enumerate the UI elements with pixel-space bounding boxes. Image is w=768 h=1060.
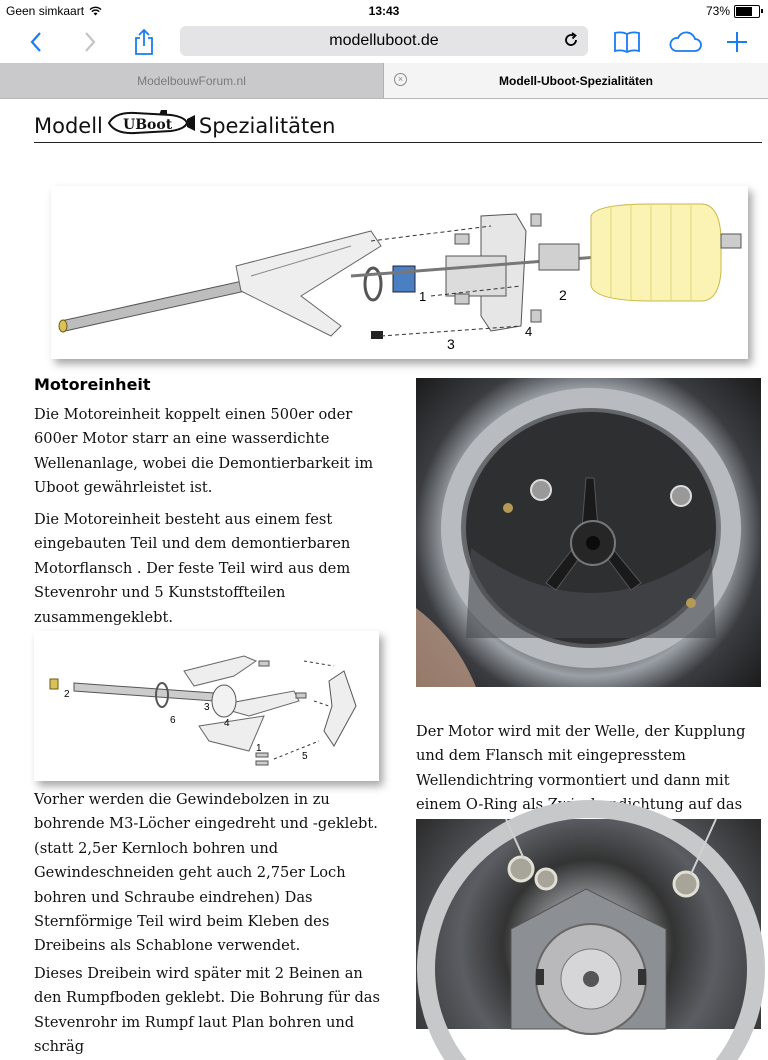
battery-percent: 73%	[705, 4, 730, 18]
paragraph-1: Die Motoreinheit koppelt einen 500er oder 600er Motor starr an eine wasserdichte Wellenanlage, wobei die Demontierbarkeit im Uboot gewährleistet ist.	[34, 406, 374, 497]
reload-icon	[562, 31, 580, 49]
battery-icon	[734, 5, 760, 18]
tab-label: Modell-Uboot-Spezialitäten	[499, 74, 653, 88]
logo-text-left: Modell	[34, 113, 103, 138]
fig2-label: 4	[224, 718, 230, 729]
fig1-label: 2	[559, 287, 567, 303]
tab-bar	[0, 63, 768, 99]
tab-modelbouwforum[interactable]	[0, 63, 384, 98]
fig1-label: 4	[525, 324, 533, 339]
url-text: modelluboot.de	[329, 32, 439, 49]
icloud-tabs-button[interactable]	[666, 26, 704, 58]
logo-text-middle: UBoot	[122, 117, 173, 133]
header-divider	[34, 142, 762, 143]
paragraph-3: Vorher werden die Gewindebolzen in zu bohrende M3-Löcher eingedreht und -geklebt. (statt 2,5er Kernloch bohren und Gewindeschneiden geht auch 2,75er Loch bohren und Schraube eindrehen) Das Sternförmige Teil wird beim Kleben des Dreibeins als Schablone verwendet.	[34, 791, 378, 955]
paragraph-5: Der Motor wird mit der Welle, der Kupplung und dem Flansch mit eingepresstem Wellendichtring vormontiert und dann mit einem O-Ring als Zwischendichtung auf das	[416, 723, 746, 814]
reload-button[interactable]	[562, 31, 580, 53]
bookmarks-button[interactable]	[611, 26, 643, 58]
new-tab-button[interactable]	[721, 26, 753, 58]
battery-indicator	[706, 4, 760, 18]
plus-icon	[726, 31, 748, 53]
paragraph-2: Die Motoreinheit besteht aus einem fest eingebauten Teil und dem demontierbaren Motorflansch . Der feste Teil wird aus dem Stevenrohr und 5 Kunststoffteilen zusammengeklebt.	[34, 511, 351, 626]
clock: 13:43	[368, 4, 400, 18]
tripod-photo	[416, 378, 761, 687]
tab-label: ModelbouwForum.nl	[137, 74, 246, 88]
logo-text-right: Spezialitäten	[198, 113, 336, 138]
section-heading: Motoreinheit	[34, 375, 151, 394]
fig1-label: 1	[419, 289, 427, 304]
paragraph-4: Dieses Dreibein wird später mit 2 Beinen an den Rumpfboden geklebt. Die Bohrung für das Stevenrohr im Rumpf laut Plan bohren und schräg	[34, 965, 380, 1056]
motor-photo	[416, 819, 761, 1029]
chevron-left-icon	[29, 31, 43, 53]
parts-drawing	[34, 631, 379, 781]
browser-toolbar	[0, 22, 768, 62]
address-bar[interactable]	[180, 26, 588, 56]
fig2-label: 6	[170, 715, 176, 726]
fig1-label: 3	[447, 336, 455, 352]
web-page	[0, 99, 768, 1056]
uboot-logo-icon	[105, 109, 197, 142]
book-icon	[613, 30, 641, 54]
share-icon	[133, 28, 155, 56]
close-tab-icon[interactable]: ×	[394, 73, 407, 86]
cloud-icon	[667, 30, 703, 54]
back-button[interactable]	[20, 26, 52, 58]
fig2-label: 3	[204, 702, 210, 713]
carrier-text: Geen simkaart	[6, 4, 85, 18]
share-button[interactable]	[128, 26, 160, 58]
fig2-label: 5	[302, 751, 308, 762]
status-bar	[0, 0, 768, 22]
site-logo[interactable]	[34, 109, 335, 142]
fig2-label: 2	[64, 689, 70, 700]
forward-button[interactable]	[74, 26, 106, 58]
chevron-right-icon	[83, 31, 97, 53]
motor-unit-drawing	[51, 186, 748, 359]
fig2-label: 1	[256, 743, 262, 754]
tab-modell-uboot[interactable]	[384, 63, 768, 98]
